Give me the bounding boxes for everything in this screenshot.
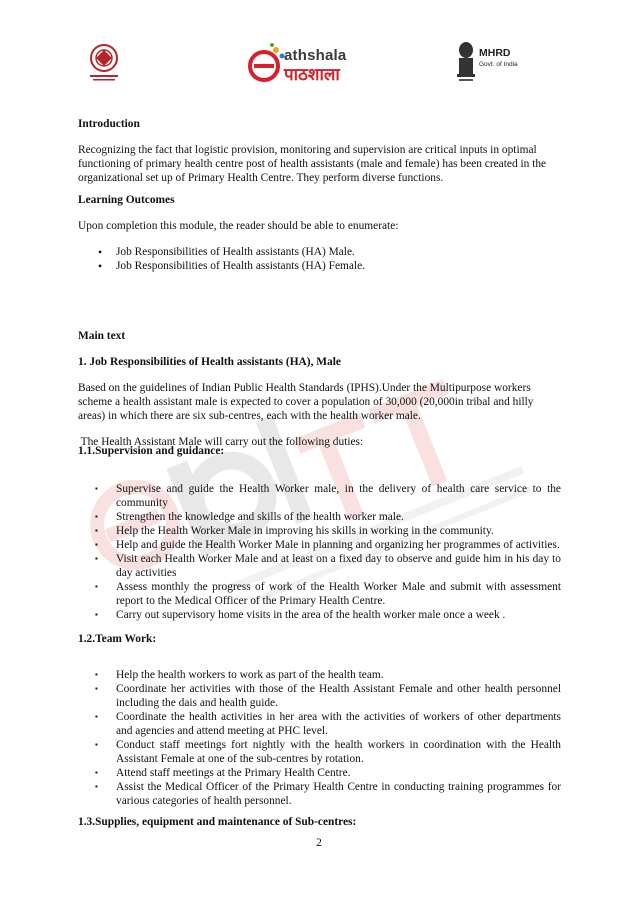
section-1-paragraph: Based on the guidelines of Indian Public Health Standards (IPHS).Under the Multipurpose workers scheme a health assistant male is expected to cover a population of 30,000 (20,000in tribal and hilly areas) in which there are six sub-centres, each with the health worker male. [78, 382, 534, 423]
list-item: ▪ Strengthen the knowledge and skills of the health worker male. [78, 510, 561, 524]
section-1-1 [78, 433, 561, 622]
logo-text-english: athshala [284, 47, 347, 64]
mhrd-title: MHRD [479, 47, 511, 59]
learning-outcomes-section [78, 182, 561, 273]
section-1-duties-intro: The Health Assistant Male will carry out the following duties: [78, 435, 364, 448]
introduction-heading: Introduction [78, 118, 140, 131]
list-item: ▪ Carry out supervisory home visits in the area of the health worker male once a week . [78, 608, 561, 622]
list-item: ▪ Help the Health Worker Male in improving his skills in working in the community. [78, 524, 561, 538]
epathshala-logo [246, 42, 364, 86]
list-item: ▪ Attend staff meetings at the Primary Health Centre. [78, 766, 561, 780]
section-1-3-heading: 1.3.Supplies, equipment and maintenance of Sub-centres: [78, 816, 357, 829]
list-item: ▪ Conduct staff meetings fort nightly with the health workers in coordination with the Health Assistant Female at one of the sub-centres by rotation. [78, 738, 561, 766]
section-1-2-heading: 1.2.Team Work: [78, 633, 157, 646]
page-number: 2 [316, 837, 322, 849]
university-emblem-logo [80, 42, 128, 84]
main-text-heading: Main text [78, 330, 126, 343]
list-item: ▪ Help the health workers to work as part of the health team. [78, 668, 561, 682]
section-1-heading: 1. Job Responsibilities of Health assistants (HA), Male [78, 356, 341, 369]
mhrd-logo [454, 40, 540, 86]
introduction-text: Recognizing the fact that logistic provision, monitoring and supervision are critical inputs in optimal functioning of primary health centre post of health assistants (male and female) has been created in the organizational set up of Primary Health Centre. They perform diverse functions. [78, 144, 547, 185]
section-1-2 [78, 621, 561, 808]
list-item: • Job Responsibilities of Health assistants (HA) Female. [78, 259, 561, 273]
learning-outcomes-intro: Upon completion this module, the reader should be able to enumerate: [78, 220, 399, 233]
list-item: ▪ Coordinate the health activities in her area with the activities of workers of other departments and agencies and attend meeting at PHC level. [78, 710, 561, 738]
learning-outcomes-list [78, 245, 561, 273]
supervision-list [78, 482, 561, 622]
list-item: ▪ Assist the Medical Officer of the Primary Health Centre in conducting training programmes for various categories of health personnel. [78, 780, 561, 808]
list-item: ▪ Coordinate her activities with those of the Health Assistant Female and other health personnel including the dais and health guide. [78, 682, 561, 710]
logo-text-hindi: पाठशाला [284, 65, 340, 84]
team-work-list [78, 668, 561, 808]
learning-outcomes-heading: Learning Outcomes [78, 194, 175, 207]
list-item: • Job Responsibilities of Health assistants (HA) Male. [78, 245, 561, 259]
list-item: ▪ Assess monthly the progress of work of the Health Worker Male and submit with assessment report to the Medical Officer of the Primary Health Centre. [78, 580, 561, 608]
mhrd-subtitle: Govt. of India [479, 61, 518, 68]
section-1-3 [78, 804, 561, 841]
section-1-1-heading: 1.1.Supervision and guidance: [78, 445, 225, 458]
list-item: ▪ Supervise and guide the Health Worker male, in the delivery of health care service to the community [78, 482, 561, 510]
list-item: ▪ Visit each Health Worker Male and at least on a fixed day to observe and guide him in his day to day activities [78, 552, 561, 580]
list-item: ▪ Help and guide the Health Worker Male in planning and organizing her programmes of activities. [78, 538, 561, 552]
